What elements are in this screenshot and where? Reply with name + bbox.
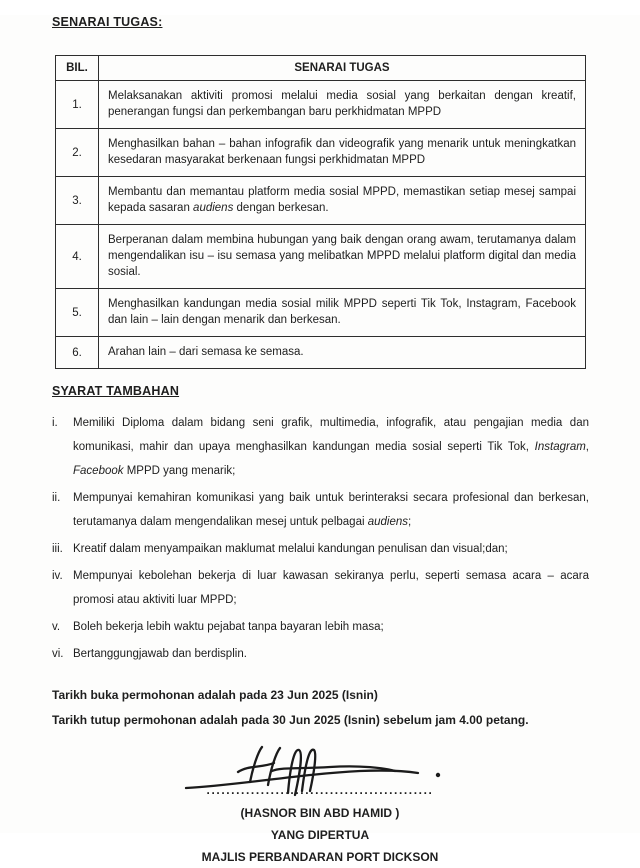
tasks-table (55, 55, 586, 369)
list-item-text: Boleh bekerja lebih waktu pejabat tanpa bayaran lebih masa; (73, 621, 384, 633)
application-open-date: Tarikh buka permohonan adalah pada 23 Jun 2025 (Isnin) (52, 688, 378, 702)
task-number: 1. (56, 81, 99, 129)
list-item-text: Mempunyai kebolehan bekerja di luar kawasan sekiranya perlu, seperti semasa acara – acara promosi atau aktiviti luar MPPD; (73, 570, 589, 606)
column-header-senarai-tugas: SENARAI TUGAS (99, 56, 586, 81)
table-row (56, 225, 586, 289)
table-row (56, 289, 586, 337)
task-text: Menghasilkan bahan – bahan infografik dan videografik yang menarik untuk meningkatkan kesedaran masyarakat berkenaan fungsi perkhidmatan MPPD (99, 129, 586, 177)
list-item-numeral: v. (52, 621, 61, 633)
signatory-organization: MAJLIS PERBANDARAN PORT DICKSON (201, 850, 439, 864)
task-text: Arahan lain – dari semasa ke semasa. (99, 337, 586, 369)
document-title: SENARAI TUGAS: (52, 15, 163, 29)
list-item-numeral: ii. (52, 492, 61, 504)
task-number: 6. (56, 337, 99, 369)
list-item-numeral: iii. (52, 543, 63, 555)
signatory-name: (HASNOR BIN ABD HAMID ) (240, 806, 400, 820)
signature-block (150, 741, 490, 868)
list-item-numeral: i. (52, 417, 58, 429)
list-item (52, 486, 589, 534)
task-text: Melaksanakan aktiviti promosi melalui media sosial yang berkaitan dengan kreatif, penerangan fungsi dan perkembangan baru perkhidmatan MPPD (99, 81, 586, 129)
task-number: 2. (56, 129, 99, 177)
list-item-text: Bertanggungjawab dan berdisplin. (73, 648, 247, 660)
task-number: 3. (56, 177, 99, 225)
table-row (56, 129, 586, 177)
table-row (56, 177, 586, 225)
application-close-date: Tarikh tutup permohonan adalah pada 30 Jun 2025 (Isnin) sebelum jam 4.00 petang. (52, 713, 529, 727)
table-row (56, 81, 586, 129)
task-number: 5. (56, 289, 99, 337)
requirements-list (52, 411, 589, 666)
list-item (52, 411, 589, 483)
list-item (52, 537, 589, 561)
table-row (56, 337, 586, 369)
task-text: Menghasilkan kandungan media sosial milik MPPD seperti Tik Tok, Instagram, Facebook dan lain – lain dengan menarik dan berkesan. (99, 289, 586, 337)
list-item (52, 564, 589, 612)
task-text: Berperanan dalam membina hubungan yang baik dengan orang awam, terutamanya dalam mengendalikan isu – isu semasa yang melibatkan MPPD melalui platform digital dan media sosial. (99, 225, 586, 289)
application-dates (52, 683, 640, 733)
list-item-numeral: vi. (52, 648, 64, 660)
document-page (0, 15, 640, 864)
list-item-text: Kreatif dalam menyampaikan maklumat melalui kandungan penulisan dan visual;dan; (73, 543, 508, 555)
signatory-role: YANG DIPERTUA (270, 828, 370, 842)
list-item-numeral: iv. (52, 570, 63, 582)
list-item (52, 642, 589, 666)
signature-period-dot (436, 773, 440, 777)
task-text: Membantu dan memantau platform media sosial MPPD, memastikan setiap mesej sampai kepada sasaran audiens dengan berkesan. (99, 177, 586, 225)
list-item-text: Memiliki Diploma dalam bidang seni grafik, multimedia, infografik, atau pengajian media dan komunikasi, mahir dan upaya menghasilkan kandungan media sosial seperti Tik Tok, Instagram, Facebook MPPD yang menarik; (73, 417, 589, 477)
task-number: 4. (56, 225, 99, 289)
list-item (52, 615, 589, 639)
signature-dotted-line: .............................................. (206, 783, 434, 797)
column-header-bil: BIL. (56, 56, 99, 81)
list-item-text: Mempunyai kemahiran komunikasi yang baik untuk berinteraksi secara profesional dan berkesan, terutamanya dalam mengendalikan mesej untuk pelbagai audiens; (73, 492, 589, 528)
section-title-syarat-tambahan: SYARAT TAMBAHAN (52, 384, 180, 398)
table-header-row (56, 56, 586, 81)
